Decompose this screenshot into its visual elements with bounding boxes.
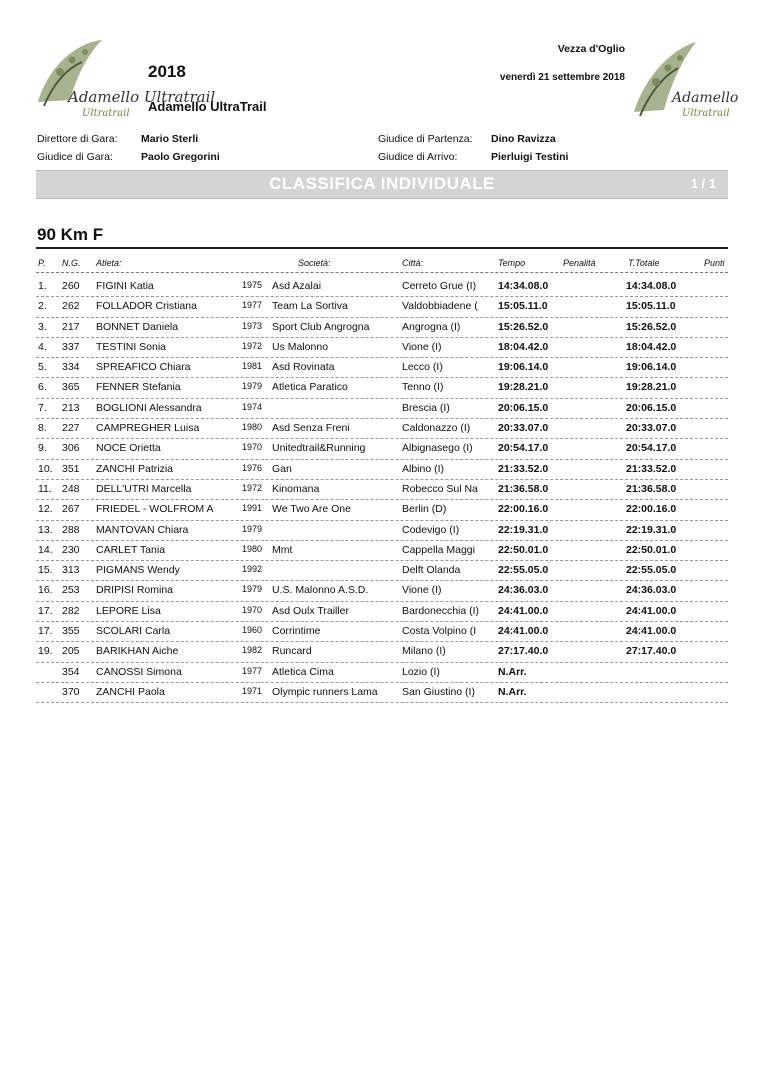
row-birth-year: 1991	[242, 503, 263, 514]
col-pos: P.	[38, 258, 46, 268]
row-position: 19.	[38, 645, 53, 658]
table-row	[36, 277, 728, 297]
row-athlete-name: FRIEDEL - WOLFROM A	[96, 503, 214, 516]
row-bib-number: 370	[62, 685, 80, 698]
row-position: 16.	[38, 584, 53, 597]
row-time: 18:04.42.0	[498, 340, 549, 353]
mountain-shoeprint-icon	[628, 34, 739, 130]
row-total-time: 15:26.52.0	[626, 320, 677, 333]
arrival-judge-label: Giudice di Arrivo:	[378, 151, 458, 163]
row-city: Delft Olanda	[402, 564, 461, 577]
row-birth-year: 1976	[242, 462, 263, 473]
event-logo-right	[628, 34, 739, 130]
start-judge-label: Giudice di Partenza:	[378, 133, 473, 145]
row-birth-year: 1980	[242, 422, 263, 433]
row-athlete-name: FIGINI Katia	[96, 280, 154, 292]
row-total-time: 20:06.15.0	[626, 401, 677, 414]
svg-text:Ultratrail: Ultratrail	[682, 108, 730, 119]
row-position: 7.	[38, 401, 47, 414]
col-time: Tempo	[498, 258, 526, 268]
row-bib-number: 213	[62, 401, 80, 414]
event-date: venerdì 21 settembre 2018	[499, 72, 625, 83]
row-birth-year: 1975	[242, 280, 263, 290]
svg-text:Adamello: Adamello	[672, 90, 739, 106]
row-position: 2.	[38, 300, 47, 313]
col-club: Società:	[298, 258, 331, 268]
row-birth-year: 1974	[242, 401, 263, 412]
row-position: 11.	[38, 482, 52, 495]
row-position: 8.	[38, 422, 47, 435]
col-points: Punti	[704, 258, 725, 268]
table-row	[36, 602, 728, 622]
race-director-label: Direttore di Gara:	[37, 133, 118, 145]
row-city: Codevigo (I)	[402, 523, 460, 536]
row-bib-number: 354	[62, 665, 80, 678]
row-bib-number: 253	[62, 584, 80, 597]
row-time: N.Arr.	[498, 665, 527, 678]
row-time: 27:17.40.0	[498, 645, 549, 658]
table-row	[36, 663, 728, 683]
svg-text:Adamello Ultratrail: Adamello Ultratrail	[68, 88, 216, 106]
row-position: 15.	[38, 564, 53, 577]
row-time: 22:50.01.0	[498, 543, 549, 556]
row-total-time: 14:34.08.0	[626, 280, 677, 292]
row-club: Asd Senza Freni	[272, 422, 350, 435]
ranking-banner	[36, 170, 728, 199]
row-athlete-name: BOGLIONI Alessandra	[96, 401, 202, 414]
row-athlete-name: CANOSSI Simona	[96, 665, 182, 678]
event-name: Adamello UltraTrail	[148, 99, 267, 114]
row-bib-number: 230	[62, 543, 80, 556]
row-athlete-name: ZANCHI Paola	[96, 685, 165, 698]
category-title: 90 Km F	[37, 225, 104, 244]
row-position: 3.	[38, 320, 47, 333]
row-time: 22:19.31.0	[498, 523, 549, 536]
table-row	[36, 399, 728, 419]
table-header	[36, 256, 728, 273]
row-club: We Two Are One	[272, 503, 351, 516]
row-time: 20:54.17.0	[498, 442, 549, 455]
table-row	[36, 460, 728, 480]
row-bib-number: 306	[62, 442, 80, 455]
row-club: Corrintime	[272, 625, 321, 638]
row-athlete-name: CARLET Tania	[96, 543, 166, 556]
row-club: Gan	[272, 462, 292, 475]
row-total-time: 22:50.01.0	[626, 543, 677, 556]
table-row	[36, 500, 728, 520]
row-city: Tenno (I)	[402, 381, 444, 394]
row-bib-number: 351	[62, 462, 80, 475]
row-bib-number: 260	[62, 280, 80, 292]
col-athlete: Atleta:	[96, 258, 122, 268]
row-city: Caldonazzo (I)	[402, 422, 471, 435]
row-city: Vione (I)	[402, 584, 442, 597]
row-total-time: 21:36.58.0	[626, 482, 677, 495]
row-bib-number: 267	[62, 503, 80, 516]
row-bib-number: 313	[62, 564, 80, 577]
row-athlete-name: FOLLADOR Cristiana	[96, 300, 197, 313]
row-bib-number: 282	[62, 604, 80, 617]
race-director-name: Mario Sterli	[141, 133, 199, 145]
row-club: Atletica Paratico	[272, 381, 348, 394]
row-total-time: 19:06.14.0	[626, 361, 677, 374]
row-total-time: 27:17.40.0	[626, 645, 677, 658]
svg-text:Ultratrail: Ultratrail	[82, 108, 130, 119]
row-time: 15:05.11.0	[498, 300, 548, 313]
row-time: 19:28.21.0	[498, 381, 549, 394]
row-time: 21:33.52.0	[498, 462, 549, 475]
row-bib-number: 288	[62, 523, 80, 536]
judge-name: Paolo Gregorini	[141, 151, 220, 163]
row-birth-year: 1979	[242, 523, 263, 534]
row-bib-number: 205	[62, 645, 80, 658]
row-time: 19:06.14.0	[498, 361, 549, 374]
row-club: Unitedtrail&Running	[272, 442, 366, 455]
table-row	[36, 561, 728, 581]
row-total-time: 22:55.05.0	[626, 564, 677, 577]
row-club: Atletica Cima	[272, 665, 334, 678]
row-birth-year: 1977	[242, 300, 263, 311]
row-position: 5.	[38, 361, 47, 374]
table-row	[36, 683, 728, 703]
row-birth-year: 1979	[242, 381, 263, 392]
row-birth-year: 1977	[242, 665, 263, 676]
table-row	[36, 439, 728, 459]
table-row	[36, 318, 728, 338]
row-time: 24:41.00.0	[498, 604, 549, 617]
row-city: Bardonecchia (I)	[402, 604, 480, 617]
row-athlete-name: SCOLARI Carla	[96, 625, 171, 638]
row-city: Cerreto Grue (I)	[402, 280, 477, 292]
row-position: 6.	[38, 381, 47, 394]
row-time: 20:33.07.0	[498, 422, 549, 435]
row-position: 13.	[38, 523, 53, 536]
row-city: Valdobbiadene (	[402, 300, 478, 313]
row-birth-year: 1982	[242, 645, 263, 656]
row-position: 17.	[38, 604, 53, 617]
row-club: Us Malonno	[272, 340, 329, 353]
row-birth-year: 1979	[242, 584, 263, 595]
row-city: Albignasego (I)	[402, 442, 473, 455]
row-club: U.S. Malonno A.S.D.	[272, 584, 369, 597]
row-birth-year: 1970	[242, 442, 263, 453]
row-athlete-name: TESTINI Sonia	[96, 340, 167, 353]
col-total: T.Totale	[628, 258, 660, 268]
row-total-time: 24:41.00.0	[626, 604, 677, 617]
event-year: 2018	[148, 62, 186, 81]
row-athlete-name: FENNER Stefania	[96, 381, 181, 394]
table-row	[36, 419, 728, 439]
row-club: Asd Oulx Trailler	[272, 604, 350, 617]
start-judge-name: Dino Ravizza	[491, 133, 556, 145]
row-bib-number: 262	[62, 300, 80, 313]
row-time: 20:06.15.0	[498, 401, 549, 414]
row-city: San Giustino (I)	[402, 685, 475, 698]
row-birth-year: 1980	[242, 543, 263, 554]
row-bib-number: 337	[62, 340, 80, 353]
row-total-time: 18:04.42.0	[626, 340, 677, 353]
row-city: Berlin (D)	[402, 503, 447, 516]
category-divider	[36, 247, 728, 249]
table-row	[36, 378, 728, 398]
row-birth-year: 1972	[242, 482, 263, 493]
row-athlete-name: MANTOVAN Chiara	[96, 523, 189, 536]
row-position: 1.	[38, 280, 47, 292]
row-total-time: 15:05.11.0	[626, 300, 676, 313]
row-bib-number: 217	[62, 320, 80, 333]
table-row	[36, 541, 728, 561]
row-city: Cappella Maggi	[402, 543, 475, 556]
row-athlete-name: DELL'UTRI Marcella	[96, 482, 192, 495]
row-athlete-name: NOCE Orietta	[96, 442, 161, 455]
row-club: Team La Sortiva	[272, 300, 348, 313]
row-bib-number: 227	[62, 422, 80, 435]
row-athlete-name: BONNET Daniela	[96, 320, 179, 333]
row-position: 12.	[38, 503, 53, 516]
row-total-time: 19:28.21.0	[626, 381, 677, 394]
row-athlete-name: DRIPISI Romina	[96, 584, 174, 597]
table-row	[36, 622, 728, 642]
row-birth-year: 1970	[242, 604, 263, 615]
row-total-time: 20:33.07.0	[626, 422, 677, 435]
row-position: 17.	[38, 625, 53, 638]
row-club: Asd Rovinata	[272, 361, 335, 374]
row-position: 4.	[38, 340, 47, 353]
row-time: 24:41.00.0	[498, 625, 549, 638]
row-athlete-name: LEPORE Lisa	[96, 604, 161, 617]
row-birth-year: 1960	[242, 625, 263, 636]
table-row	[36, 521, 728, 541]
row-bib-number: 248	[62, 482, 80, 495]
row-athlete-name: CAMPREGHER Luisa	[96, 422, 200, 435]
row-city: Albino (I)	[402, 462, 445, 475]
col-city: Città:	[402, 258, 424, 268]
row-time: 15:26.52.0	[498, 320, 549, 333]
row-position: 9.	[38, 442, 47, 455]
col-ng: N.G.	[62, 258, 81, 268]
row-club: Olympic runners Lama	[272, 685, 378, 698]
table-row	[36, 358, 728, 378]
table-row	[36, 338, 728, 358]
row-city: Robecco Sul Na	[402, 482, 478, 495]
table-row	[36, 642, 728, 662]
table-row	[36, 297, 728, 317]
row-birth-year: 1973	[242, 320, 263, 331]
row-club: Kinomana	[272, 482, 320, 495]
results-table	[36, 277, 728, 703]
row-time: 14:34.08.0	[498, 280, 549, 292]
row-athlete-name: PIGMANS Wendy	[96, 564, 180, 577]
row-bib-number: 365	[62, 381, 80, 394]
row-time: 21:36.58.0	[498, 482, 549, 495]
row-athlete-name: SPREAFICO Chiara	[96, 361, 191, 374]
table-row	[36, 480, 728, 500]
row-total-time: 22:19.31.0	[626, 523, 677, 536]
row-time: 22:00.16.0	[498, 503, 549, 516]
row-club: Sport Club Angrogna	[272, 320, 370, 333]
row-time: N.Arr.	[498, 685, 527, 698]
row-total-time: 24:36.03.0	[626, 584, 677, 597]
row-birth-year: 1972	[242, 340, 263, 351]
row-city: Lecco (I)	[402, 361, 443, 374]
row-club: Runcard	[272, 645, 312, 658]
row-club: Mmt	[272, 543, 293, 556]
row-time: 24:36.03.0	[498, 584, 549, 597]
row-club: Asd Azalai	[272, 280, 322, 292]
row-position: 10.	[38, 462, 53, 475]
row-athlete-name: BARIKHAN Aiche	[96, 645, 179, 658]
row-total-time: 24:41.00.0	[626, 625, 677, 638]
judge-label: Giudice di Gara:	[37, 151, 113, 163]
row-bib-number: 334	[62, 361, 80, 374]
row-total-time: 21:33.52.0	[626, 462, 677, 475]
row-total-time: 22:00.16.0	[626, 503, 677, 516]
row-birth-year: 1981	[242, 361, 263, 372]
row-city: Milano (I)	[402, 645, 446, 658]
event-place: Vezza d'Oglio	[557, 43, 625, 55]
arrival-judge-name: Pierluigi Testini	[491, 151, 569, 163]
row-city: Lozio (I)	[402, 665, 440, 678]
table-row	[36, 581, 728, 601]
row-total-time: 20:54.17.0	[626, 442, 677, 455]
row-city: Angrogna (I)	[402, 320, 461, 333]
col-penalty: Penalità	[563, 258, 596, 268]
row-position: 14.	[38, 543, 53, 556]
row-city: Costa Volpino (I	[402, 625, 477, 638]
banner-title: CLASSIFICA INDIVIDUALE	[269, 174, 495, 193]
row-birth-year: 1971	[242, 685, 263, 696]
page-indicator: 1 / 1	[690, 176, 716, 191]
row-city: Brescia (I)	[402, 401, 450, 414]
row-bib-number: 355	[62, 625, 80, 638]
row-athlete-name: ZANCHI Patrizia	[96, 462, 174, 475]
row-birth-year: 1992	[242, 564, 263, 575]
row-city: Vione (I)	[402, 340, 442, 353]
row-time: 22:55.05.0	[498, 564, 549, 577]
